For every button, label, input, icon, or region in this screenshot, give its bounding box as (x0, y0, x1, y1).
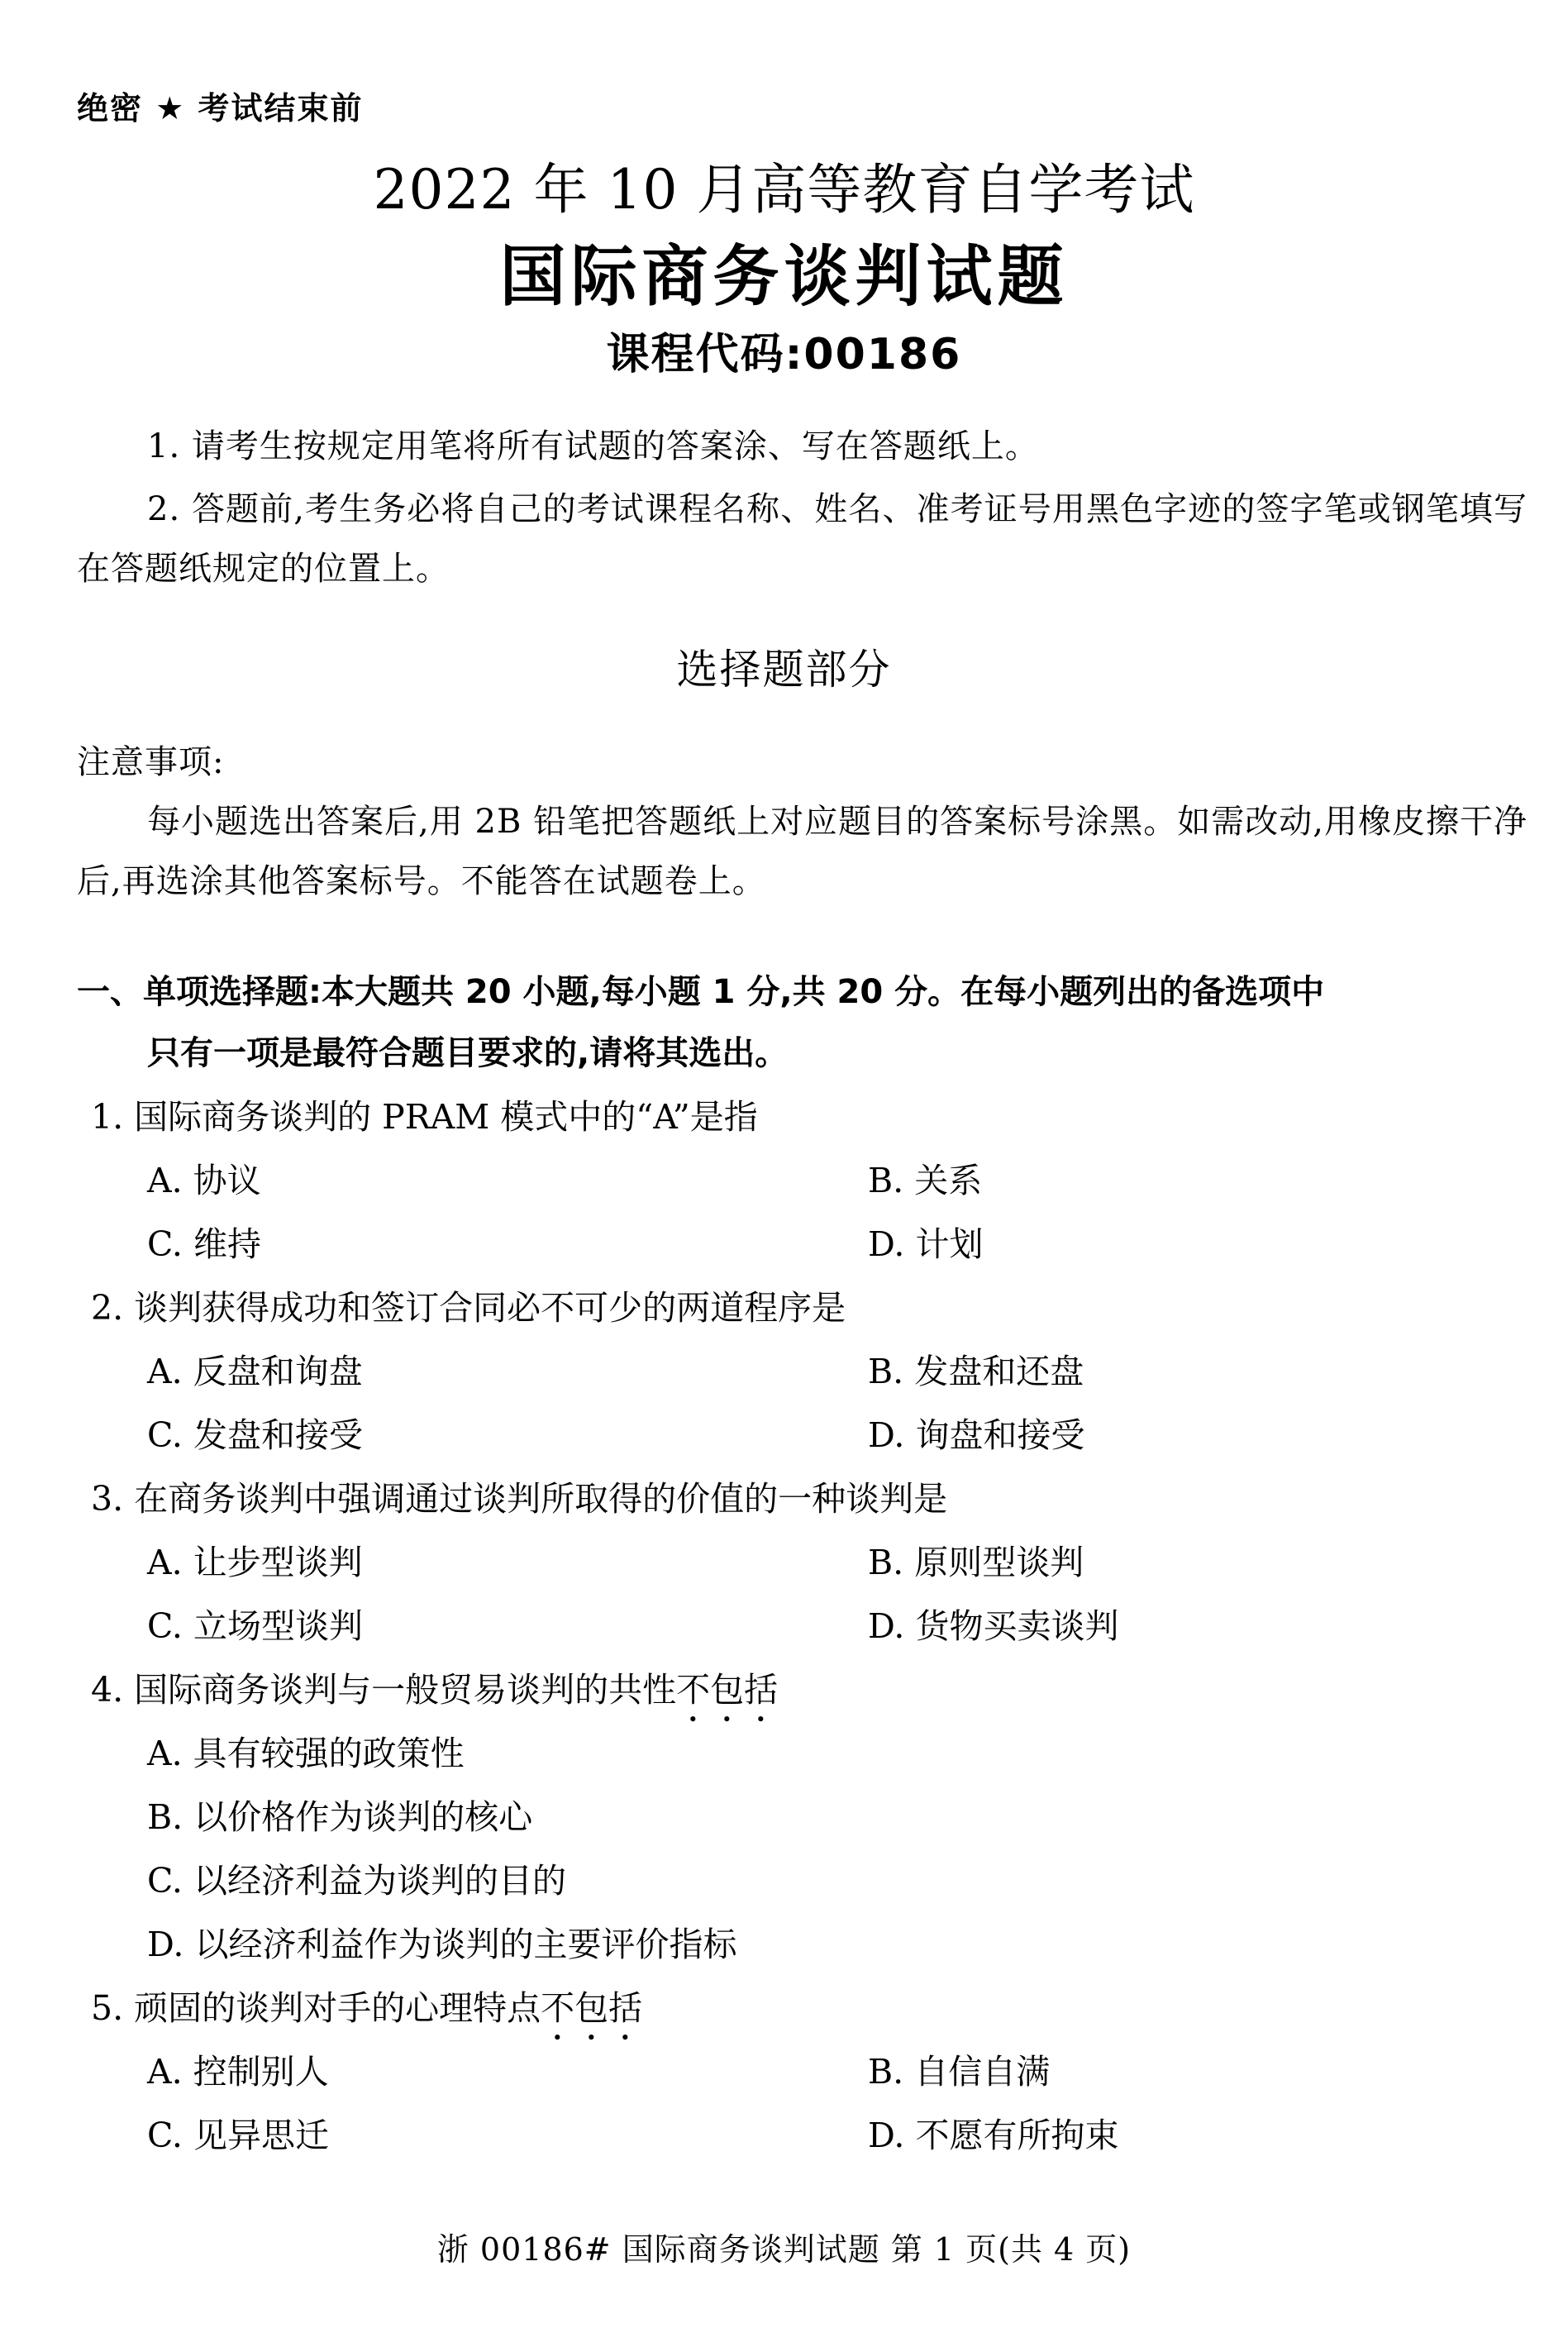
exam-title: 2022 年 10 月高等教育自学考试 (373, 158, 1195, 222)
q4-option-c: C. 以经济利益为谈判的目的 (147, 1861, 566, 1901)
q1-option-d: D. 计划 (868, 1224, 984, 1264)
part1-heading: 一、单项选择题:本大题共 20 小题,每小题 1 分,共 20 分。在每小题列出的备选项中 (77, 973, 1325, 1011)
instruction-2: 2. 答题前,考生务必将自己的考试课程名称、姓名、准考证号用黑色字迹的签字笔或钢笔填写在答题纸规定的位置上。 (77, 490, 1527, 588)
q4-option-a: A. 具有较强的政策性 (147, 1734, 465, 1773)
q1-option-b: B. 关系 (868, 1161, 983, 1200)
question-2-stem: 2. 谈判获得成功和签订合同必不可少的两道程序是 (91, 1288, 846, 1328)
q2-option-c: C. 发盘和接受 (147, 1415, 363, 1455)
notice-label: 注意事项: (77, 743, 225, 781)
question-5-stem-text: 5. 顽固的谈判对手的心理特点 (91, 1988, 541, 2028)
instruction-1: 1. 请考生按规定用笔将所有试题的答案涂、写在答题纸上。 (147, 427, 1039, 465)
q3-option-b: B. 原则型谈判 (868, 1543, 1084, 1582)
notice-text: 每小题选出答案后,用 2B 铅笔把答题纸上对应题目的答案标号涂黑。如需改动,用橡皮擦干净后,再选涂其他答案标号。不能答在试题卷上。 (77, 803, 1527, 900)
part1-heading-cont: 只有一项是最符合题目要求的,请将其选出。 (147, 1034, 789, 1072)
q2-option-b: B. 发盘和还盘 (868, 1352, 1084, 1391)
q3-option-a: A. 让步型谈判 (147, 1543, 363, 1582)
subject-title: 国际商务谈判试题 (499, 238, 1069, 315)
q4-option-b: B. 以价格作为谈判的核心 (147, 1797, 533, 1837)
q5-option-d: D. 不愿有所拘束 (868, 2116, 1119, 2155)
q5-option-a: A. 控制别人 (147, 2052, 329, 2092)
question-4-emphasis: 不包括 (676, 1670, 779, 1710)
question-5-stem (91, 1981, 642, 2048)
question-4-stem (91, 1663, 778, 1729)
q5-option-c: C. 见异思迁 (147, 2116, 329, 2155)
confidential-label: 绝密 ★ 考试结束前 (77, 90, 364, 126)
q4-option-d: D. 以经济利益作为谈判的主要评价指标 (147, 1925, 737, 1964)
question-4-stem-text: 4. 国际商务谈判与一般贸易谈判的共性 (91, 1670, 677, 1710)
q1-option-c: C. 维持 (147, 1224, 261, 1264)
course-code: 课程代码:00186 (606, 330, 962, 379)
q5-option-b: B. 自信自满 (868, 2052, 1051, 2092)
q2-option-d: D. 询盘和接受 (868, 1415, 1085, 1455)
q2-option-a: A. 反盘和询盘 (147, 1352, 363, 1391)
section-title: 选择题部分 (676, 646, 892, 694)
page-footer: 浙 00186# 国际商务谈判试题 第 1 页(共 4 页) (436, 2231, 1132, 2268)
question-3-stem: 3. 在商务谈判中强调通过谈判所取得的价值的一种谈判是 (91, 1479, 948, 1519)
q3-option-c: C. 立场型谈判 (147, 1606, 363, 1646)
question-5-emphasis: 不包括 (541, 1988, 643, 2028)
question-1-stem: 1. 国际商务谈判的 PRAM 模式中的“A”是指 (91, 1097, 758, 1137)
q1-option-a: A. 协议 (147, 1161, 261, 1200)
q3-option-d: D. 货物买卖谈判 (868, 1606, 1119, 1646)
